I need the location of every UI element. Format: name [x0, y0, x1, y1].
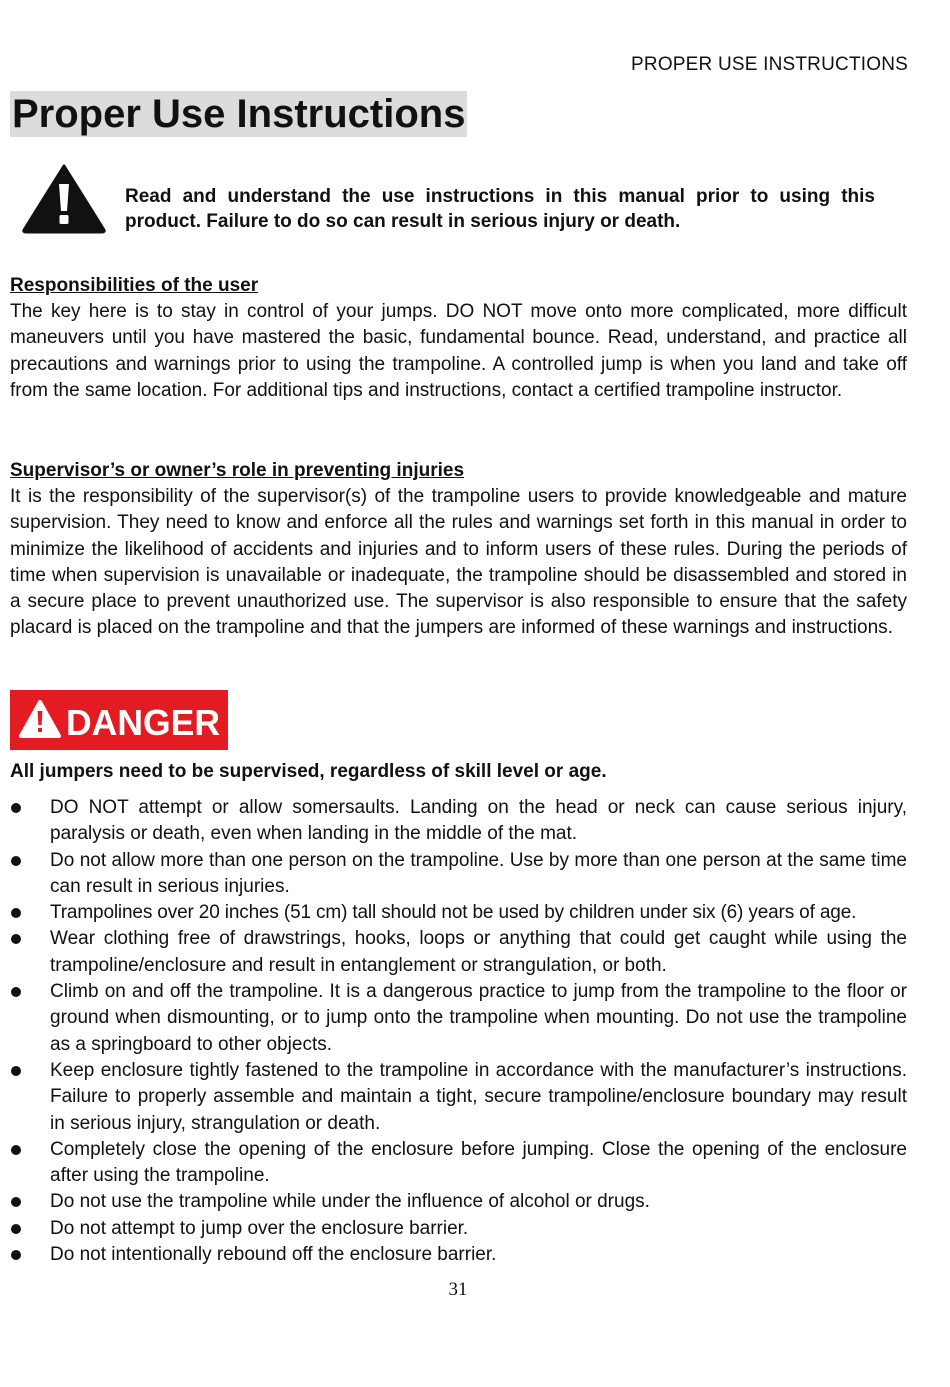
warning-notice — [22, 164, 912, 236]
list-item — [10, 979, 907, 1058]
list-item — [10, 1242, 907, 1268]
danger-rules-list — [10, 795, 907, 1268]
list-item — [10, 1189, 907, 1215]
page-title: Proper Use Instructions — [12, 92, 466, 136]
list-item — [10, 1216, 907, 1242]
rule-text: Trampolines over 20 inches (51 cm) tall should not be used by children under six (6) years of age. — [50, 902, 857, 924]
bullet-icon — [11, 908, 21, 918]
bullet-icon — [11, 1197, 21, 1207]
rule-text: Do not intentionally rebound off the enclosure barrier. — [50, 1244, 497, 1266]
bullet-icon — [11, 987, 21, 997]
section-user-responsibilities — [10, 273, 907, 404]
section-body: It is the responsibility of the supervisor(s) of the trampoline users to provide knowledgeable and mature supervision. They need to know and enforce all the rules and warnings set forth in this manual in order to minimize the likelihood of accidents and injuries and to inform users of these rules. During the periods of time when supervision is unavailable or inadequate, the trampoline should be disassembled and stored in a secure place to prevent unauthorized use. The supervisor is also responsible to ensure that the safety placard is placed on the trampoline and that the jumpers are informed of these warnings and instructions. — [10, 486, 907, 639]
list-item — [10, 1137, 907, 1190]
bullet-icon — [11, 1066, 21, 1076]
list-item — [10, 848, 907, 901]
running-header: PROPER USE INSTRUCTIONS — [631, 54, 908, 75]
danger-lead: All jumpers need to be supervised, regardless of skill level or age. — [10, 761, 607, 782]
rule-text: Wear clothing free of drawstrings, hooks, loops or anything that could get caught while using the trampoline/enclosure and result in entanglement or strangulation, or both. — [50, 928, 907, 976]
bullet-icon — [11, 856, 21, 866]
rule-text: Do not allow more than one person on the trampoline. Use by more than one person at the same time can result in serious injuries. — [50, 849, 907, 897]
list-item — [10, 1058, 907, 1137]
bullet-icon — [11, 934, 21, 944]
rule-text: DO NOT attempt or allow somersaults. Landing on the head or neck can cause serious injury, paralysis or death, even when landing in the middle of the mat. — [50, 797, 907, 845]
warning-triangle-icon — [22, 164, 106, 234]
bullet-icon — [11, 1145, 21, 1155]
danger-label: DANGER — [66, 702, 220, 743]
section-heading: Responsibilities of the user — [10, 275, 259, 296]
danger-badge — [10, 690, 228, 750]
page-number: 31 — [448, 1279, 468, 1300]
list-item — [10, 900, 907, 926]
bullet-icon — [11, 803, 21, 813]
list-item — [10, 926, 907, 979]
section-supervisor-role — [10, 458, 907, 642]
bullet-icon — [11, 1224, 21, 1234]
section-body: The key here is to stay in control of your jumps. DO NOT move onto more complicated, more difficult maneuvers until you have mastered the basic, fundamental bounce. Read, understand, and practice all precautions and warnings prior to using the trampoline. A controlled jump is when you land and take off from the same location. For additional tips and instructions, contact a certified trampoline instructor. — [10, 301, 907, 401]
rule-text: Do not attempt to jump over the enclosure barrier. — [50, 1217, 469, 1239]
rule-text: Do not use the trampoline while under the influence of alcohol or drugs. — [50, 1191, 650, 1213]
rule-text: Climb on and off the trampoline. It is a dangerous practice to jump from the trampoline to the floor or ground when dismounting, or to jump onto the trampoline when mounting. Do not use the trampoline as a springboard to other objects. — [50, 981, 907, 1055]
bullet-icon — [11, 1250, 21, 1260]
rule-text: Completely close the opening of the enclosure before jumping. Close the opening of the enclosure after using the trampoline. — [50, 1138, 907, 1187]
rule-text: Keep enclosure tightly fastened to the trampoline in accordance with the manufacturer’s instructions. Failure to properly assemble and maintain a tight, secure trampoline/enclosure boundary may result in serious injury, strangulation or death. — [50, 1059, 907, 1134]
warning-text: Read and understand the use instructions in this manual prior to using this product. Failure to do so can result in serious injury or death. — [125, 186, 875, 232]
list-item — [10, 795, 907, 848]
section-heading: Supervisor’s or owner’s role in preventing injuries — [10, 460, 465, 481]
